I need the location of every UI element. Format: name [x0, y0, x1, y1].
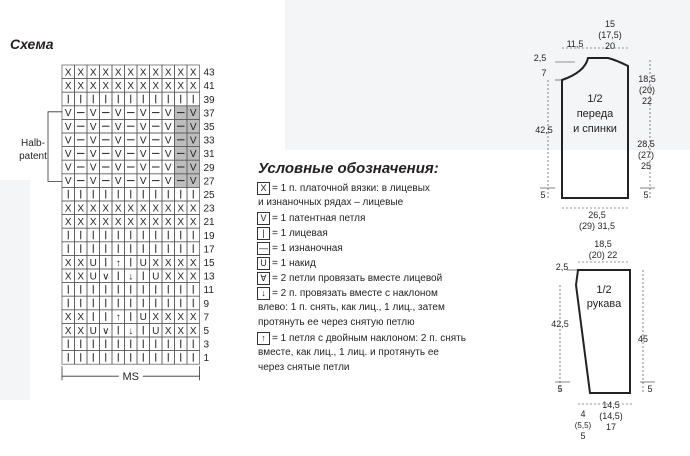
legend-symbol-icon: X	[257, 182, 270, 195]
symbol-garter: X	[152, 81, 160, 92]
legend-symbol-icon: —	[259, 243, 268, 253]
row-number: 25	[203, 190, 215, 201]
sleeve-left-height: 42,5	[551, 319, 569, 329]
sleeve-bottom-small: 5	[580, 431, 586, 441]
row-number: 23	[203, 203, 215, 215]
symbol-garter: X	[189, 203, 197, 215]
symbol-yarn-over: U	[152, 325, 160, 337]
sleeve-rib: 5	[557, 384, 563, 394]
row-number: 39	[203, 94, 215, 106]
symbol-garter: X	[152, 312, 160, 324]
symbol-garter: X	[139, 81, 147, 92]
symbol-patent: V	[64, 108, 72, 120]
symbol-garter: X	[64, 67, 72, 79]
row-number: 15	[203, 258, 215, 269]
body-label: и спинки	[573, 123, 617, 135]
symbol-garter: X	[77, 67, 85, 79]
symbol-garter: X	[177, 203, 185, 215]
symbol-garter: X	[164, 257, 172, 269]
symbol-patent: V	[114, 149, 122, 160]
symbol-garter: X	[77, 312, 85, 324]
symbol-patent: V	[64, 121, 72, 133]
legend-text: = 1 лицевая	[272, 228, 328, 240]
row-number: 21	[203, 217, 215, 229]
legend-item	[257, 332, 466, 346]
body-label: переда	[576, 108, 614, 120]
row-number: 27	[203, 176, 215, 188]
symbol-garter: X	[127, 81, 135, 92]
symbol-patent: V	[64, 135, 72, 147]
symbol-patent: V	[114, 162, 122, 174]
symbol-patent: V	[139, 135, 147, 147]
symbol-garter: X	[164, 271, 172, 283]
rib-height: 5	[643, 190, 649, 200]
symbol-patent: V	[89, 121, 97, 133]
symbol-garter: X	[77, 217, 85, 228]
legend-item	[257, 272, 442, 286]
symbol-garter: X	[102, 81, 110, 92]
rib-height: 5	[540, 190, 546, 200]
symbol-garter: X	[77, 271, 85, 283]
symbol-garter: X	[164, 81, 172, 92]
symbol-garter: X	[177, 325, 185, 337]
legend-item	[257, 242, 343, 256]
legend-text: = 2 петли провязать вместе лицевой	[272, 273, 443, 285]
symbol-patent: V	[189, 162, 197, 174]
row-number: 41	[203, 81, 215, 93]
legend-item-continuation	[258, 362, 350, 373]
schema-title: Схема	[10, 36, 54, 52]
symbol-patent: V	[114, 108, 122, 120]
legend-symbol-icon: V	[257, 212, 270, 225]
legend-item	[257, 212, 365, 226]
symbol-garter: X	[77, 203, 85, 215]
armhole-height: 22	[641, 96, 653, 106]
row-number: 43	[203, 67, 215, 79]
symbol-garter: X	[189, 67, 197, 79]
symbol-garter: X	[139, 203, 147, 215]
symbol-garter: X	[164, 67, 172, 79]
armhole-height: (20)	[638, 85, 656, 95]
symbol-patent: V	[189, 176, 197, 188]
row-number: 13	[203, 271, 215, 283]
top-width: 20	[604, 41, 616, 51]
symbol-garter: X	[64, 312, 72, 324]
side-height: 28,5	[637, 139, 655, 149]
symbol-garter: X	[152, 203, 160, 215]
row-number: 33	[203, 135, 215, 147]
symbol-patent: V	[64, 162, 72, 174]
legend-symbol-icon: U	[257, 257, 270, 270]
body-label: 1/2	[587, 93, 603, 105]
bottom-width: (29) 31,5	[578, 221, 616, 231]
row-number: 7	[203, 312, 210, 324]
symbol-garter: X	[77, 257, 85, 269]
symbol-patent: V	[189, 135, 197, 147]
symbol-garter: X	[114, 67, 122, 79]
row-number: 37	[203, 108, 215, 120]
row-number: 11	[203, 285, 214, 297]
symbol-garter: X	[114, 217, 122, 228]
side-height: (27)	[637, 150, 655, 160]
symbol-garter: X	[152, 217, 160, 228]
symbol-garter: X	[152, 67, 160, 79]
symbol-garter: X	[89, 67, 97, 79]
legend-symbol-icon: ↓	[257, 287, 270, 300]
symbol-garter: X	[64, 271, 72, 283]
symbol-garter: X	[189, 81, 197, 92]
symbol-garter: X	[64, 217, 72, 228]
halbpatent-label: patent	[19, 151, 47, 162]
top-width: 15	[604, 19, 616, 29]
legend-item	[257, 227, 328, 241]
symbol-patent: V	[139, 121, 147, 133]
symbol-garter: X	[64, 81, 72, 92]
symbol-garter: X	[177, 217, 185, 228]
sleeve-label: 1/2	[596, 284, 612, 296]
symbol-garter: X	[189, 325, 197, 337]
symbol-yarn-over: U	[89, 257, 97, 269]
legend-symbol-icon: ∀	[257, 272, 270, 285]
halbpatent-label: Halb-	[21, 138, 45, 149]
symbol-garter: X	[177, 257, 185, 269]
symbol-patent: V	[139, 149, 147, 160]
symbol-patent: V	[139, 162, 147, 174]
legend-text: = 1 патентная петля	[272, 213, 366, 225]
symbol-decrease: ↑	[115, 257, 121, 269]
legend-text: = 1 петля с двойным наклоном: 2 п. снять	[272, 333, 466, 345]
ms-label: MS	[122, 371, 139, 384]
symbol-garter: X	[114, 203, 122, 215]
sleeve-right-height: 45	[637, 334, 649, 344]
row-number: 5	[203, 326, 210, 337]
symbol-decrease: ∨	[102, 325, 110, 337]
symbol-garter: X	[102, 203, 110, 215]
symbol-garter: X	[64, 257, 72, 269]
symbol-patent: V	[114, 135, 122, 147]
left-height: 42,5	[535, 125, 553, 135]
row-number: 1	[203, 353, 210, 365]
symbol-garter: X	[189, 217, 197, 228]
symbol-garter: X	[114, 81, 122, 92]
symbol-patent: V	[189, 149, 197, 160]
symbol-garter: X	[64, 325, 72, 337]
symbol-decrease: ↓	[128, 325, 134, 337]
symbol-garter: X	[164, 203, 172, 215]
symbol-patent: V	[114, 176, 122, 188]
bottom-width: 26,5	[588, 210, 606, 220]
sleeve-bottom-width: 14,5	[602, 400, 620, 410]
symbol-garter: X	[77, 325, 85, 337]
symbol-patent: V	[139, 108, 147, 120]
legend-item	[257, 182, 430, 196]
symbol-patent: V	[89, 162, 97, 174]
symbol-patent: V	[139, 176, 147, 188]
row-number: 29	[203, 162, 215, 174]
symbol-yarn-over: U	[152, 271, 160, 283]
legend-text: протянуть ее через снятую петлю	[258, 317, 415, 328]
symbol-patent: V	[114, 121, 122, 133]
legend-item-continuation	[258, 302, 445, 313]
sleeve-bottom-width: 17	[605, 422, 617, 432]
legend-item-continuation	[258, 347, 439, 358]
symbol-patent: V	[189, 121, 197, 133]
symbol-patent: V	[64, 176, 72, 188]
symbol-garter: X	[177, 67, 185, 79]
symbol-decrease: ↑	[115, 312, 121, 324]
legend-text: вместе, как лиц., 1 лиц. и протянуть ее	[258, 347, 439, 358]
symbol-garter: X	[89, 81, 97, 92]
armhole-height: 18,5	[638, 74, 656, 84]
symbol-garter: X	[139, 217, 147, 228]
neck-width: 11,5	[566, 39, 584, 49]
sleeve-top-width: (20) 22	[588, 250, 618, 260]
symbol-garter: X	[177, 271, 185, 283]
row-number: 9	[203, 298, 210, 310]
symbol-yarn-over: U	[139, 312, 147, 324]
legend-title: Условные обозначения:	[258, 160, 439, 177]
symbol-patent: V	[89, 149, 97, 160]
row-number: 17	[203, 244, 215, 256]
symbol-garter: X	[177, 312, 185, 324]
legend-text: = 1 п. платочной вязки: в лицевых	[272, 183, 430, 195]
row-number: 19	[203, 230, 215, 242]
sleeve-label: рукава	[586, 298, 622, 310]
symbol-patent: V	[164, 162, 172, 174]
symbol-patent: V	[164, 135, 172, 147]
sleeve-bottom-small: 4	[580, 409, 586, 419]
legend-symbol-icon: |	[257, 227, 270, 240]
symbol-garter: X	[77, 81, 85, 92]
symbol-patent: V	[89, 176, 97, 188]
symbol-garter: X	[164, 325, 172, 337]
symbol-garter: X	[127, 217, 135, 228]
row-number: 35	[203, 122, 215, 133]
symbol-patent: V	[164, 121, 172, 133]
legend-item	[257, 287, 438, 301]
legend-item-continuation	[258, 197, 403, 208]
legend-text: = 2 п. провязать вместе с наклоном	[272, 288, 438, 300]
legend-text: влево: 1 п. снять, как лиц., 1 лиц., затем	[258, 302, 445, 313]
symbol-garter: X	[89, 203, 97, 215]
symbol-garter: X	[189, 271, 197, 283]
top-width: (17,5)	[598, 30, 622, 40]
legend-text: = 1 накид	[272, 258, 316, 270]
symbol-garter: X	[164, 312, 172, 324]
sleeve-top-width: 18,5	[594, 239, 612, 249]
neck-depth: 2,5	[533, 53, 547, 63]
symbol-garter: X	[127, 67, 135, 79]
symbol-patent: V	[164, 149, 172, 160]
symbol-garter: X	[139, 67, 147, 79]
symbol-garter: X	[102, 217, 110, 228]
symbol-yarn-over: U	[89, 325, 97, 337]
legend-text: = 1 изнаночная	[272, 243, 343, 255]
symbol-garter: X	[189, 312, 197, 324]
symbol-garter: X	[64, 203, 72, 215]
legend-text: и изнаночных рядах – лицевые	[258, 197, 404, 208]
symbol-garter: X	[102, 67, 110, 79]
symbol-patent: V	[89, 135, 97, 147]
halbpatent-bracket	[48, 112, 62, 182]
sleeve-bottom-width: (14,5)	[599, 411, 623, 421]
sleeve-bottom-small: (5,5)	[574, 421, 592, 430]
row-number: 3	[203, 339, 210, 351]
symbol-decrease: ↓	[128, 271, 134, 283]
symbol-patent: V	[164, 108, 172, 120]
sleeve-top-offset: 2,5	[555, 262, 569, 272]
symbol-patent: V	[164, 176, 172, 188]
symbol-garter: X	[189, 257, 197, 269]
symbol-garter: X	[127, 203, 135, 215]
symbol-decrease: ∨	[102, 271, 110, 283]
legend-symbol-icon: ↑	[257, 332, 270, 345]
symbol-garter: X	[177, 81, 185, 92]
row-number: 31	[203, 149, 215, 161]
symbol-yarn-over: U	[89, 271, 97, 283]
legend-item	[257, 257, 316, 271]
symbol-patent: V	[189, 108, 197, 120]
sleeve-rib: 5	[647, 384, 653, 394]
legend-item-continuation	[258, 317, 415, 328]
neck-depth: 7	[541, 68, 547, 78]
symbol-patent: V	[64, 149, 72, 160]
symbol-garter: X	[89, 217, 97, 228]
side-height: 25	[640, 161, 652, 171]
symbol-garter: X	[164, 217, 172, 228]
symbol-yarn-over: U	[139, 257, 147, 269]
symbol-garter: X	[152, 257, 160, 269]
legend-text: через снятые петли	[258, 362, 350, 373]
symbol-patent: V	[89, 108, 97, 120]
